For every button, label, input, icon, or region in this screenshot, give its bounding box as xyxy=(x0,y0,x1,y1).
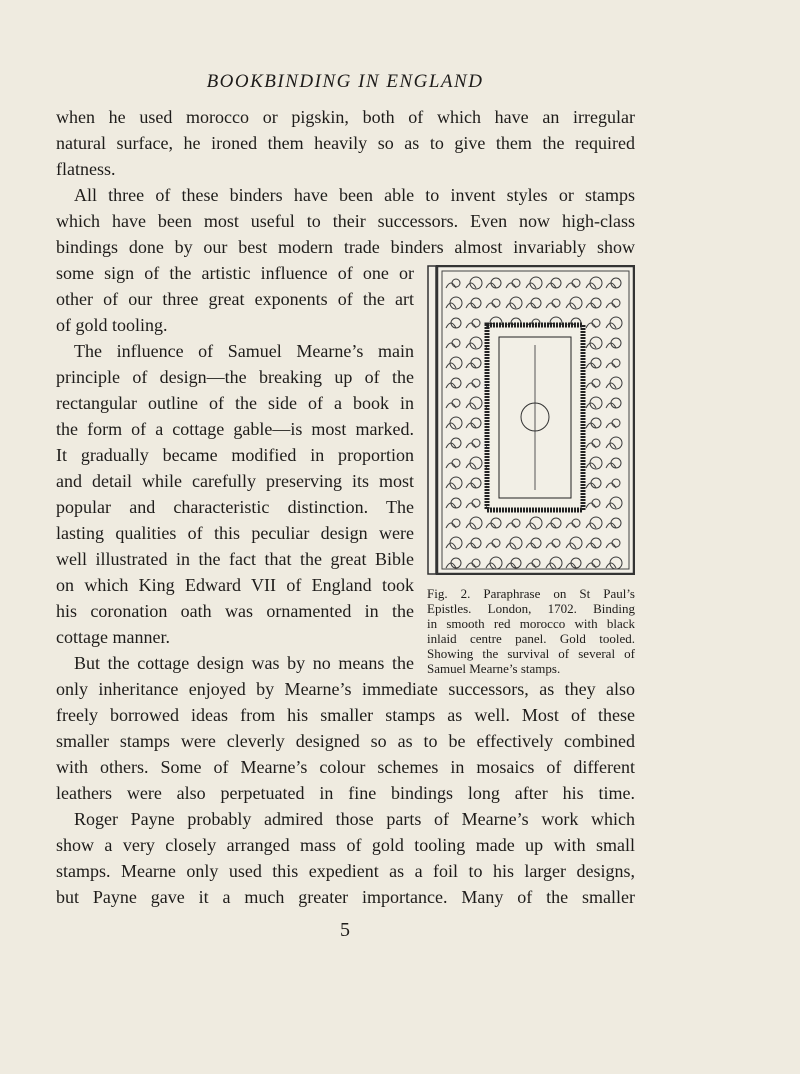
text-line: popular and characteristic distinction. The xyxy=(56,497,414,517)
text-line: the form of a cottage gable—is most marked. xyxy=(56,419,414,439)
text-line: well illustrated in the fact that the great Bible xyxy=(56,549,414,569)
text-line: principle of design—the breaking up of the xyxy=(56,367,414,387)
text-line: rectangular outline of the side of a book in xyxy=(56,393,414,413)
text-line: other of our three great exponents of the art xyxy=(56,289,414,309)
text-line: some sign of the artistic influence of one or xyxy=(56,263,414,283)
text-line: leathers were also perpetuated in fine bindings long after his time. xyxy=(56,783,635,803)
text-line: stamps. Mearne only used this expedient as a foil to his larger designs, xyxy=(56,861,635,881)
text-line: show a very closely arranged mass of gold tooling made up with small xyxy=(56,835,635,855)
caption-line: Epistles. London, 1702. Binding xyxy=(427,601,635,616)
text-line: Roger Payne probably admired those parts of Mearne’s work which xyxy=(74,809,635,829)
text-line: flatness. xyxy=(56,159,116,179)
text-line: his coronation oath was ornamented in the xyxy=(56,601,414,621)
text-line: All three of these binders have been able to invent styles or stamps xyxy=(74,185,635,205)
text-line: with others. Some of Mearne’s colour schemes in mosaics of different xyxy=(56,757,635,777)
text-line: when he used morocco or pigskin, both of which have an irregular xyxy=(56,107,635,127)
caption-line: inlaid centre panel. Gold tooled. xyxy=(427,631,635,646)
text-line: natural surface, he ironed them heavily so as to give them the required xyxy=(56,133,635,153)
text-line: bindings done by our best modern trade binders almost invariably show xyxy=(56,237,635,257)
caption-line: Showing the survival of several of xyxy=(427,646,635,661)
text-line: The influence of Samuel Mearne’s main xyxy=(74,341,414,361)
text-line: which have been most useful to their successors. Even now high-class xyxy=(56,211,635,231)
text-line: and detail while carefully preserving its most xyxy=(56,471,414,491)
text-line: freely borrowed ideas from his smaller stamps as well. Most of these xyxy=(56,705,635,725)
text-line: only inheritance enjoyed by Mearne’s immediate successors, as they also xyxy=(56,679,635,699)
text-line: smaller stamps were cleverly designed so as to be effectively combined xyxy=(56,731,635,751)
caption-line: Fig. 2. Paraphrase on St Paul’s xyxy=(427,586,635,601)
page-number: 5 xyxy=(340,919,350,941)
text-line: But the cottage design was by no means the xyxy=(74,653,414,673)
text-line: lasting qualities of this peculiar design were xyxy=(56,523,414,543)
running-header: BOOKBINDING IN ENGLAND xyxy=(206,71,484,92)
text-line: It gradually became modified in proportion xyxy=(56,445,414,465)
text-line: cottage manner. xyxy=(56,627,170,647)
caption-line: Samuel Mearne’s stamps. xyxy=(427,661,561,676)
text-line: of gold tooling. xyxy=(56,315,168,335)
binding-illustration xyxy=(427,265,635,575)
caption-line: in smooth red morocco with black xyxy=(427,616,635,631)
text-line: but Payne gave it a much greater importance. Many of the smaller xyxy=(56,887,635,907)
text-line: on which King Edward VII of England took xyxy=(56,575,414,595)
